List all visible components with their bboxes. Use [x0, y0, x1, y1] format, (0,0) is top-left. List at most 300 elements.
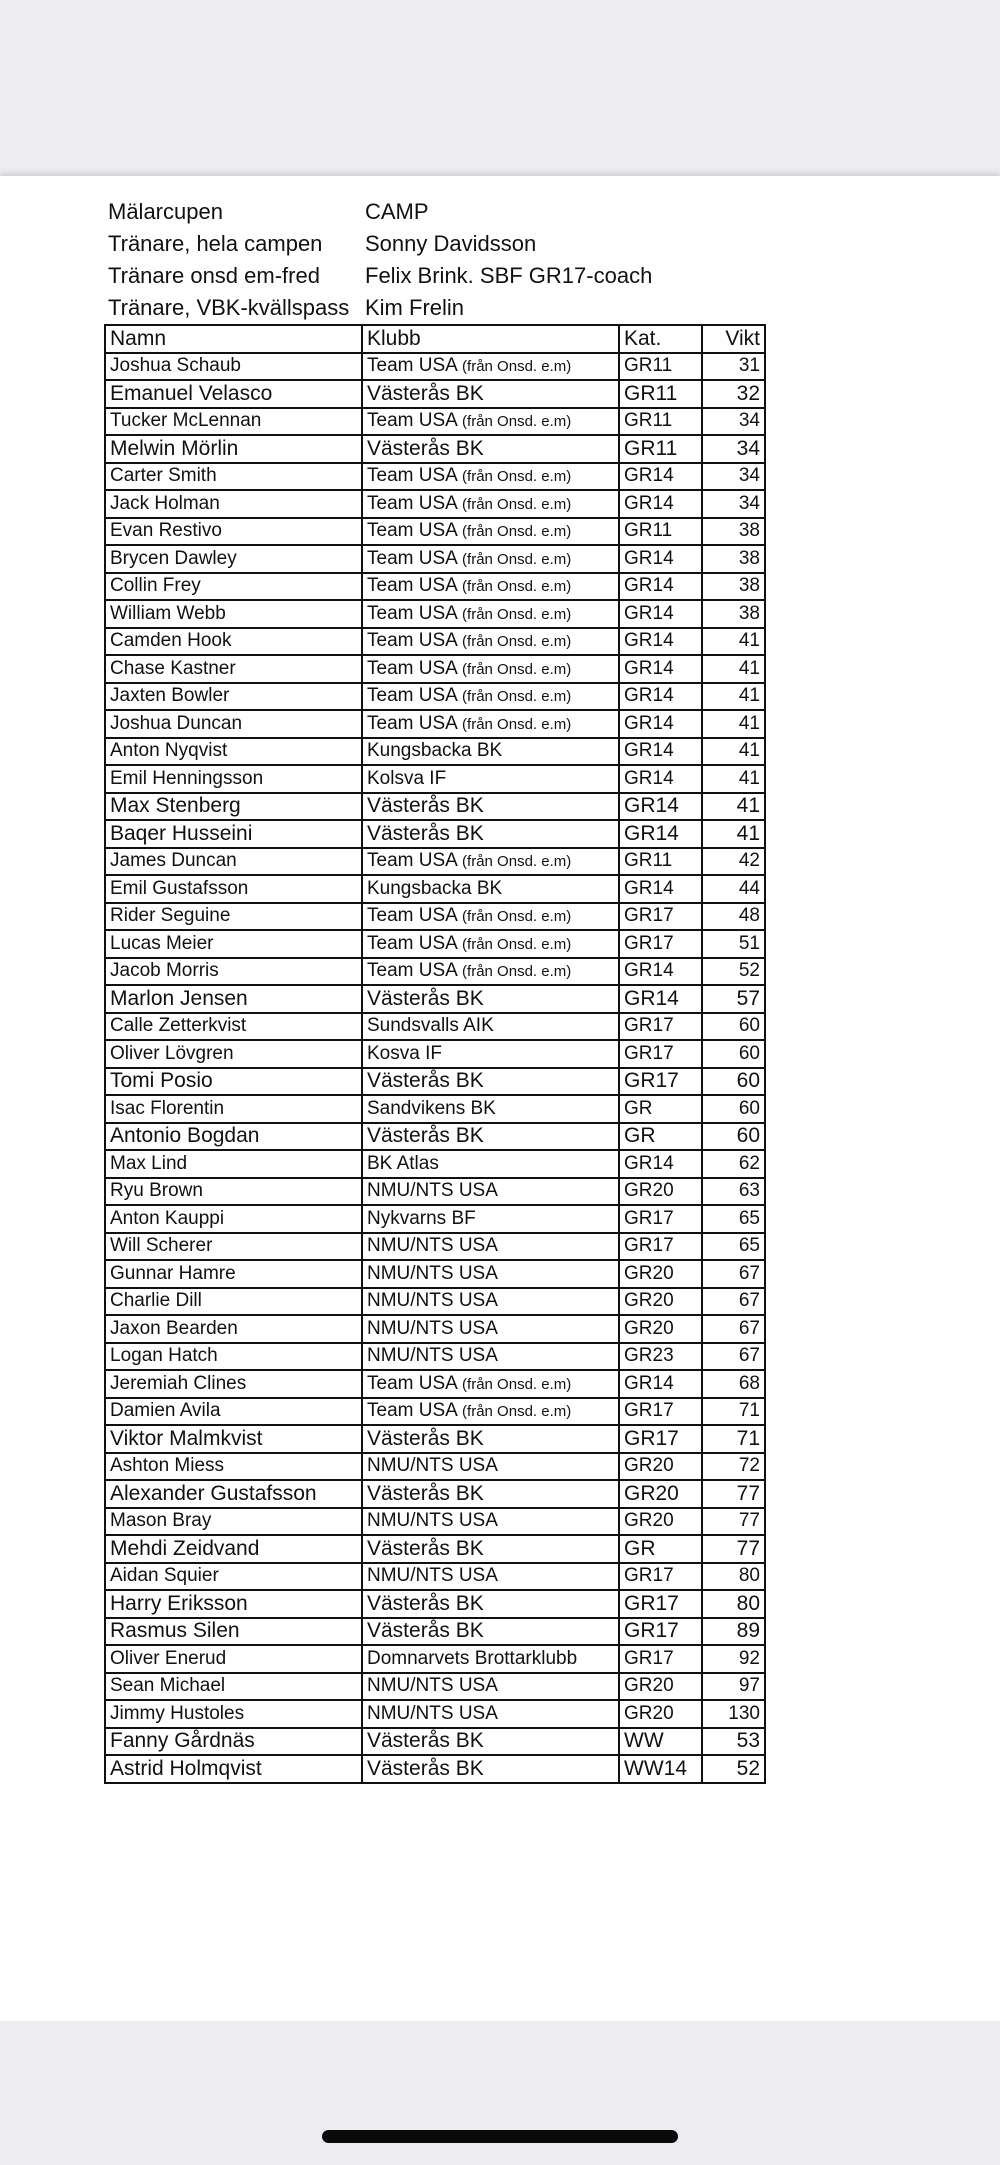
club-note: (från Onsd. e.m) — [462, 853, 572, 871]
cell-club-text: Kungsbacka BK — [367, 877, 503, 899]
cell-weight-text: 89 — [736, 1619, 760, 1643]
cell-category-text: GR14 — [624, 877, 674, 899]
cell-name-text: Oliver Lövgren — [110, 1042, 234, 1064]
cell-weight — [702, 1508, 765, 1536]
cell-category — [619, 930, 702, 958]
cell-club — [362, 1123, 619, 1151]
cell-club-text: Västerås BK — [367, 1124, 484, 1148]
cell-weight — [702, 1673, 765, 1701]
cell-name-text: Damien Avila — [110, 1400, 221, 1422]
cell-club — [362, 1205, 619, 1233]
cell-weight — [702, 353, 765, 381]
cell-club — [362, 1728, 619, 1756]
cell-category-text: GR20 — [624, 1481, 679, 1505]
cell-weight-text: 67 — [738, 1290, 760, 1312]
cell-category-text: GR20 — [624, 1702, 674, 1724]
table-row — [105, 793, 765, 821]
cell-name-text: Jack Holman — [110, 492, 220, 514]
table-row — [105, 408, 765, 436]
cell-name-text: Jaxten Bowler — [110, 685, 230, 707]
table-row — [105, 1095, 765, 1123]
cell-weight-text: 130 — [728, 1702, 760, 1724]
cell-weight-text: 42 — [738, 850, 760, 872]
cell-weight-text: 60 — [738, 1042, 760, 1064]
cell-weight-text: 51 — [738, 932, 760, 954]
cell-category — [619, 1673, 702, 1701]
cell-name — [105, 1425, 362, 1453]
info-label: Tränare, VBK-kvällspass — [108, 295, 350, 320]
cell-name — [105, 1618, 362, 1646]
top-margin — [0, 0, 1000, 176]
cell-weight — [702, 985, 765, 1013]
cell-weight — [702, 1288, 765, 1316]
cell-category-text: GR14 — [624, 465, 674, 487]
cell-club-text: Västerås BK — [367, 1426, 484, 1450]
cell-weight-text: 77 — [736, 1536, 760, 1560]
cell-category-text: GR11 — [624, 520, 673, 542]
cell-name-text: Sean Michael — [110, 1675, 226, 1697]
cell-weight — [702, 1618, 765, 1646]
club-note: (från Onsd. e.m) — [462, 935, 572, 953]
cell-weight — [702, 1123, 765, 1151]
cell-weight — [702, 573, 765, 601]
cell-weight — [702, 655, 765, 683]
info-value: CAMP — [365, 199, 429, 224]
cell-weight — [702, 600, 765, 628]
cell-weight — [702, 930, 765, 958]
cell-club-text: Team USA — [367, 685, 457, 707]
cell-name-text: Melwin Mörlin — [110, 436, 239, 460]
cell-club-text: NMU/NTS USA — [367, 1290, 498, 1312]
cell-club-text: Sundsvalls AIK — [367, 1015, 494, 1037]
info-row — [108, 196, 652, 228]
cell-name — [105, 903, 362, 931]
cell-name-text: Max Lind — [110, 1152, 188, 1174]
cell-club-text: NMU/NTS USA — [367, 1675, 498, 1697]
cell-weight — [702, 765, 765, 793]
cell-club — [362, 958, 619, 986]
table-row — [105, 1508, 765, 1536]
cell-weight — [702, 903, 765, 931]
cell-category-text: GR17 — [624, 1207, 674, 1229]
cell-club-text: Västerås BK — [367, 1756, 484, 1780]
cell-club-text: NMU/NTS USA — [367, 1565, 498, 1587]
table-row — [105, 958, 765, 986]
cell-weight — [702, 1233, 765, 1261]
cell-weight — [702, 738, 765, 766]
cell-category-text: GR — [624, 1124, 656, 1148]
cell-name-text: Emanuel Velasco — [110, 381, 273, 405]
cell-category-text: GR14 — [624, 630, 674, 652]
cell-category — [619, 793, 702, 821]
cell-category-text: GR14 — [624, 1152, 674, 1174]
cell-club-text: Västerås BK — [367, 1591, 484, 1615]
cell-club-text: Team USA — [367, 602, 457, 624]
cell-category — [619, 545, 702, 573]
cell-weight-text: 67 — [738, 1317, 760, 1339]
cell-category-text: GR11 — [624, 410, 673, 432]
table-row — [105, 1178, 765, 1206]
cell-weight — [702, 1343, 765, 1371]
cell-weight-text: 38 — [738, 520, 760, 542]
cell-weight-text: 41 — [738, 740, 760, 762]
cell-weight-text: 65 — [738, 1235, 760, 1257]
cell-weight — [702, 1563, 765, 1591]
cell-category — [619, 573, 702, 601]
cell-name-text: Tomi Posio — [110, 1069, 213, 1093]
cell-club — [362, 875, 619, 903]
cell-category-text: GR17 — [624, 1069, 679, 1093]
cell-category — [619, 1040, 702, 1068]
cell-club-text: Team USA — [367, 850, 457, 872]
cell-weight-text: 38 — [738, 602, 760, 624]
cell-category-text: GR20 — [624, 1262, 674, 1284]
cell-name — [105, 380, 362, 408]
table-row — [105, 710, 765, 738]
cell-name — [105, 1095, 362, 1123]
cell-name-text: Mehdi Zeidvand — [110, 1536, 260, 1560]
cell-name — [105, 655, 362, 683]
cell-name-text: Anton Nyqvist — [110, 740, 228, 762]
cell-club — [362, 518, 619, 546]
cell-category — [619, 1398, 702, 1426]
club-note: (från Onsd. e.m) — [462, 413, 572, 431]
cell-category-text: GR14 — [624, 821, 679, 845]
column-header-category: Kat. — [619, 325, 702, 353]
cell-category — [619, 353, 702, 381]
cell-name-text: Rasmus Silen — [110, 1619, 240, 1643]
cell-club-text: NMU/NTS USA — [367, 1702, 498, 1724]
cell-name-text: Isac Florentin — [110, 1097, 225, 1119]
cell-club-text: Västerås BK — [367, 821, 484, 845]
cell-category — [619, 985, 702, 1013]
cell-name — [105, 600, 362, 628]
table-row — [105, 490, 765, 518]
cell-name-text: Antonio Bogdan — [110, 1124, 260, 1148]
cell-weight-text: 65 — [738, 1207, 760, 1229]
table-row — [105, 985, 765, 1013]
cell-club-text: Team USA — [367, 520, 457, 542]
cell-name-text: Will Scherer — [110, 1235, 213, 1257]
cell-name-text: Tucker McLennan — [110, 410, 262, 432]
cell-category — [619, 1700, 702, 1728]
cell-club-text: Västerås BK — [367, 381, 484, 405]
cell-category-text: GR14 — [624, 685, 674, 707]
cell-category — [619, 463, 702, 491]
cell-club — [362, 1288, 619, 1316]
cell-weight — [702, 1068, 765, 1096]
cell-category-text: GR14 — [624, 986, 679, 1010]
cell-name — [105, 710, 362, 738]
cell-name-text: Chase Kastner — [110, 657, 236, 679]
cell-weight — [702, 1645, 765, 1673]
cell-category — [619, 738, 702, 766]
cell-weight — [702, 408, 765, 436]
cell-category — [619, 1260, 702, 1288]
cell-club-text: Kungsbacka BK — [367, 740, 503, 762]
cell-weight — [702, 793, 765, 821]
cell-club-text: Västerås BK — [367, 1069, 484, 1093]
table-row — [105, 1755, 765, 1783]
cell-club-text: Team USA — [367, 547, 457, 569]
cell-club-text: BK Atlas — [367, 1152, 439, 1174]
table-row — [105, 353, 765, 381]
cell-club — [362, 1755, 619, 1783]
cell-category — [619, 1480, 702, 1508]
cell-category-text: GR17 — [624, 1565, 674, 1587]
cell-club — [362, 793, 619, 821]
cell-name — [105, 1755, 362, 1783]
cell-category-text: GR11 — [624, 381, 678, 405]
cell-weight — [702, 1398, 765, 1426]
table-row — [105, 875, 765, 903]
cell-category — [619, 490, 702, 518]
table-row — [105, 820, 765, 848]
cell-club-text: NMU/NTS USA — [367, 1235, 498, 1257]
table-row — [105, 1618, 765, 1646]
cell-category — [619, 1645, 702, 1673]
cell-category — [619, 683, 702, 711]
cell-club — [362, 1508, 619, 1536]
cell-weight-text: 80 — [736, 1591, 760, 1615]
cell-name — [105, 545, 362, 573]
cell-name — [105, 628, 362, 656]
cell-name-text: Camden Hook — [110, 630, 232, 652]
cell-weight — [702, 1453, 765, 1481]
table-row — [105, 1398, 765, 1426]
table-row — [105, 1535, 765, 1563]
club-note: (från Onsd. e.m) — [462, 468, 572, 486]
cell-weight-text: 41 — [738, 767, 760, 789]
cell-weight — [702, 848, 765, 876]
cell-name-text: Jimmy Hustoles — [110, 1702, 245, 1724]
cell-club — [362, 1590, 619, 1618]
cell-name-text: Baqer Husseini — [110, 821, 253, 845]
cell-category — [619, 848, 702, 876]
cell-category-text: GR11 — [624, 436, 678, 460]
table-row — [105, 903, 765, 931]
cell-club — [362, 1535, 619, 1563]
cell-category-text: GR — [624, 1536, 656, 1560]
cell-weight-text: 38 — [738, 575, 760, 597]
cell-club — [362, 1563, 619, 1591]
cell-category — [619, 710, 702, 738]
cell-weight-text: 38 — [738, 547, 760, 569]
cell-category — [619, 765, 702, 793]
cell-weight-text: 34 — [738, 465, 760, 487]
cell-weight-text: 41 — [738, 685, 760, 707]
cell-club — [362, 545, 619, 573]
cell-name — [105, 490, 362, 518]
cell-weight-text: 34 — [738, 492, 760, 514]
cell-club — [362, 1040, 619, 1068]
table-row — [105, 1315, 765, 1343]
cell-category — [619, 408, 702, 436]
cell-name — [105, 1508, 362, 1536]
info-value: Kim Frelin — [365, 295, 465, 320]
cell-name-text: Marlon Jensen — [110, 986, 248, 1010]
cell-name-text: Mason Bray — [110, 1510, 212, 1532]
cell-weight-text: 32 — [736, 381, 760, 405]
cell-category — [619, 1618, 702, 1646]
club-note: (från Onsd. e.m) — [462, 963, 572, 981]
cell-weight-text: 31 — [738, 355, 760, 377]
cell-weight — [702, 463, 765, 491]
cell-club — [362, 765, 619, 793]
cell-club — [362, 628, 619, 656]
cell-category-text: GR11 — [624, 850, 673, 872]
cell-club — [362, 490, 619, 518]
club-note: (från Onsd. e.m) — [462, 633, 572, 651]
cell-name-text: Logan Hatch — [110, 1345, 218, 1367]
table-row — [105, 1728, 765, 1756]
table-row — [105, 930, 765, 958]
cell-name — [105, 848, 362, 876]
cell-name-text: Emil Gustafsson — [110, 877, 249, 899]
cell-name — [105, 518, 362, 546]
cell-category — [619, 1453, 702, 1481]
cell-name — [105, 1205, 362, 1233]
table-row — [105, 1288, 765, 1316]
club-note: (från Onsd. e.m) — [462, 688, 572, 706]
cell-category-text: GR20 — [624, 1675, 674, 1697]
cell-name — [105, 353, 362, 381]
cell-club-text: NMU/NTS USA — [367, 1180, 498, 1202]
cell-category — [619, 1178, 702, 1206]
cell-weight-text: 34 — [736, 436, 760, 460]
cell-weight-text: 77 — [738, 1510, 760, 1532]
cell-weight-text: 57 — [736, 986, 760, 1010]
table-row — [105, 1123, 765, 1151]
cell-name-text: Collin Frey — [110, 575, 201, 597]
cell-club — [362, 380, 619, 408]
cell-club-text: Team USA — [367, 465, 457, 487]
cell-category — [619, 875, 702, 903]
cell-category — [619, 600, 702, 628]
cell-weight — [702, 683, 765, 711]
cell-name — [105, 463, 362, 491]
cell-name-text: Astrid Holmqvist — [110, 1756, 262, 1780]
cell-name — [105, 435, 362, 463]
club-note: (från Onsd. e.m) — [462, 1403, 572, 1421]
cell-name — [105, 1068, 362, 1096]
home-indicator[interactable] — [322, 2130, 678, 2143]
club-note: (från Onsd. e.m) — [462, 715, 572, 733]
cell-club — [362, 1480, 619, 1508]
cell-weight — [702, 1315, 765, 1343]
table-row — [105, 573, 765, 601]
cell-category-text: GR14 — [624, 657, 674, 679]
table-row — [105, 848, 765, 876]
cell-name-text: Ryu Brown — [110, 1180, 203, 1202]
cell-category — [619, 1150, 702, 1178]
cell-club-text: Västerås BK — [367, 1481, 484, 1505]
cell-category — [619, 1508, 702, 1536]
cell-name-text: Ashton Miess — [110, 1455, 225, 1477]
club-note: (från Onsd. e.m) — [462, 1375, 572, 1393]
cell-name — [105, 1260, 362, 1288]
cell-category — [619, 1123, 702, 1151]
cell-category — [619, 958, 702, 986]
table-row — [105, 1040, 765, 1068]
cell-name-text: Anton Kauppi — [110, 1207, 225, 1229]
cell-category-text: GR20 — [624, 1317, 674, 1339]
cell-weight — [702, 1535, 765, 1563]
cell-weight — [702, 1728, 765, 1756]
cell-name-text: Oliver Enerud — [110, 1647, 227, 1669]
cell-club — [362, 1068, 619, 1096]
cell-club — [362, 1453, 619, 1481]
cell-category-text: GR17 — [624, 1042, 674, 1064]
cell-category-text: GR14 — [624, 712, 674, 734]
cell-weight — [702, 1205, 765, 1233]
cell-name — [105, 683, 362, 711]
cell-category — [619, 1755, 702, 1783]
cell-name — [105, 765, 362, 793]
cell-club — [362, 1673, 619, 1701]
cell-name — [105, 1315, 362, 1343]
cell-category-text: GR14 — [624, 602, 674, 624]
cell-club — [362, 903, 619, 931]
cell-club-text: Domnarvets Brottarklubb — [367, 1647, 578, 1669]
table-row — [105, 1068, 765, 1096]
table-row — [105, 1260, 765, 1288]
cell-weight — [702, 518, 765, 546]
table-row — [105, 1480, 765, 1508]
cell-name — [105, 1728, 362, 1756]
roster-table — [104, 324, 766, 1784]
cell-club — [362, 738, 619, 766]
cell-club — [362, 353, 619, 381]
cell-weight — [702, 958, 765, 986]
table-row — [105, 1425, 765, 1453]
cell-weight-text: 41 — [738, 657, 760, 679]
club-note: (från Onsd. e.m) — [462, 495, 572, 513]
cell-category — [619, 820, 702, 848]
cell-club-text: Team USA — [367, 575, 457, 597]
cell-weight-text: 60 — [738, 1097, 760, 1119]
cell-category-text: GR17 — [624, 1426, 679, 1450]
table-row — [105, 1645, 765, 1673]
cell-category-text: WW — [624, 1729, 664, 1753]
cell-category-text: GR — [624, 1097, 653, 1119]
cell-name-text: Jaxon Bearden — [110, 1317, 238, 1339]
cell-weight — [702, 435, 765, 463]
cell-name — [105, 1700, 362, 1728]
cell-club-text: Västerås BK — [367, 1619, 484, 1643]
cell-club — [362, 573, 619, 601]
cell-name — [105, 820, 362, 848]
club-note: (från Onsd. e.m) — [462, 660, 572, 678]
cell-club-text: Team USA — [367, 1400, 457, 1422]
cell-category — [619, 380, 702, 408]
cell-category — [619, 1728, 702, 1756]
cell-club — [362, 600, 619, 628]
cell-category-text: GR20 — [624, 1180, 674, 1202]
table-row — [105, 380, 765, 408]
table-row — [105, 1370, 765, 1398]
cell-name-text: Fanny Gårdnäs — [110, 1729, 255, 1753]
cell-category-text: GR23 — [624, 1345, 674, 1367]
cell-category-text: GR17 — [624, 1015, 674, 1037]
cell-name-text: Jeremiah Clines — [110, 1372, 247, 1394]
cell-weight-text: 67 — [738, 1262, 760, 1284]
cell-name — [105, 1535, 362, 1563]
cell-name-text: Gunnar Hamre — [110, 1262, 236, 1284]
cell-name-text: Max Stenberg — [110, 794, 241, 818]
cell-name — [105, 958, 362, 986]
cell-name-text: Viktor Malmkvist — [110, 1426, 263, 1450]
